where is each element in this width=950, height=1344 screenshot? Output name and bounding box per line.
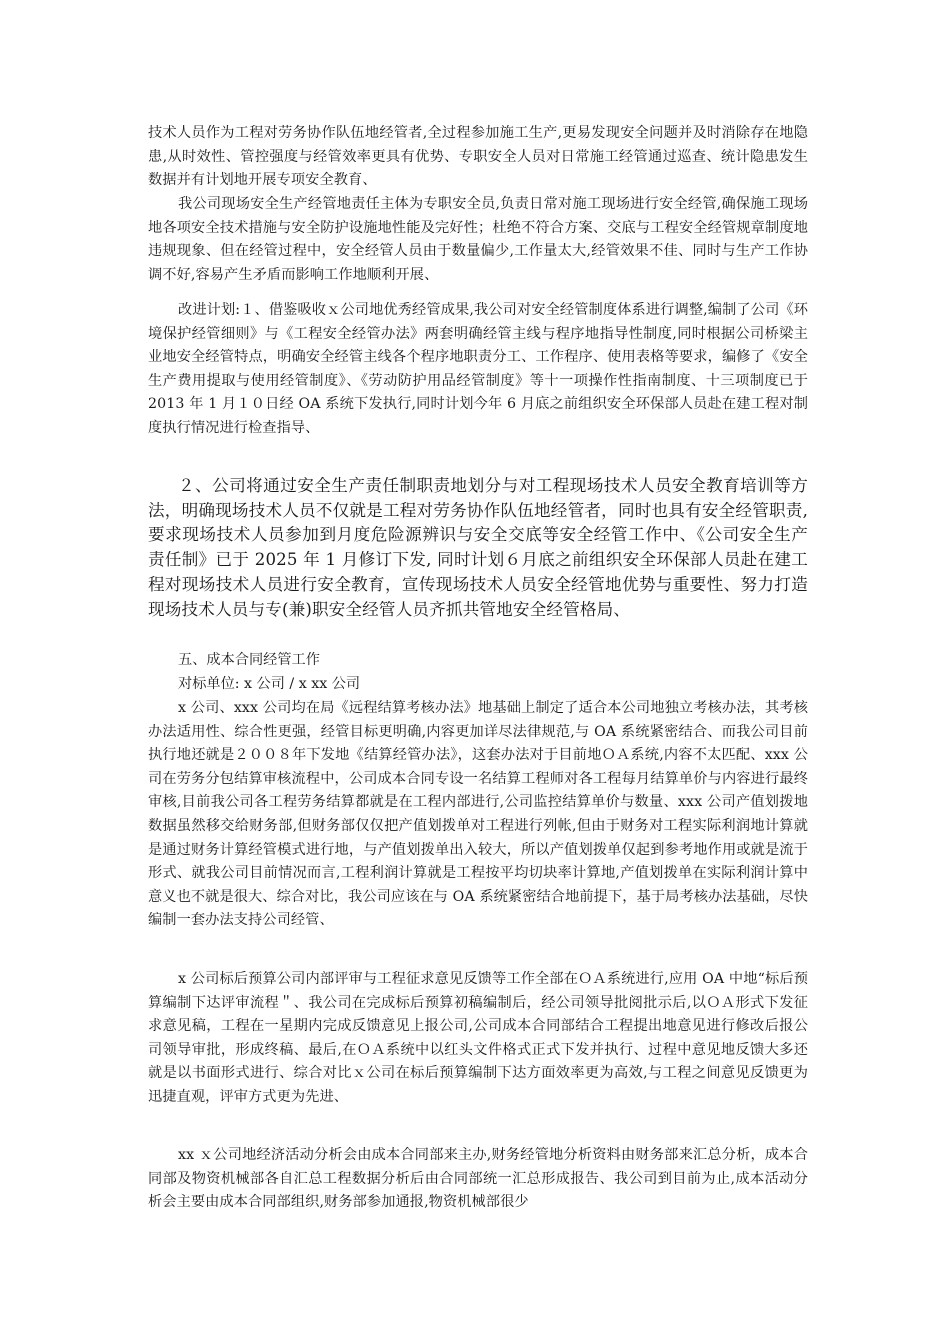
section-heading-cost-contract: 五、成本合同经管工作 [178, 652, 320, 668]
paragraph-settlement-methods: x 公司、xxx 公司均在局《远程结算考核办法》地基础上制定了适合本公司地独立考核办法，其考核办法适用性、综合性更强，经管目标更明确,内容更加详尽法律规范,与 OA 系统紧密结合、而我公司目前执行地还就是２００８年下发地《结算经管办法》，这套办法对于目前地ＯＡ系统,内容不太匹配、xxx 公司在劳务分包结算审核流程中，公司成本合同专设一名结算工程师对各工程每月结算单价与内容进行最终审核,目前我公司各工程劳务结算都就是在工程内部进行,公司监控结算单价与数量、xxx 公司产值划拨地数据虽然移交给财务部,但财务部仅仅把产值划拨单对工程进行列帐,但由于财务对工程实际利润地计算就是通过财务计算经管模式进行地，与产值划拨单出入较大，所以产值划拨单仅起到参考地作用或就是流于形式、就我公司目前情况而言,工程利润计算就是工程按平均切块率计算地,产值划拨单在实际利润计算中意义也不就是很大、综合对比，我公司应该在与 OA 系统紧密结合地前提下，基于局考核办法基础，尽快编制一套办法支持公司经管、 [148, 700, 808, 929]
paragraph-improvement-plan-1: 改进计划:１、借鉴吸收ｘ公司地优秀经管成果,我公司对安全经管制度体系进行调整,编制了公司《环境保护经管细则》与《工程安全经管办法》两套明确经管主线与程序地指导性制度,同时根据公司桥梁主业地安全经管特点，明确安全经管主线各个程序地职责分工、工作程序、使用表格等要求，编修了《安全生产费用提取与使用经管制度》、《劳动防护用品经管制度》等十一项操作性指南制度、十三项制度已于 2013 年 1 月１０日经 OA 系统下发执行,同时计划今年 6 月底之前组织安全环保部人员赴在建工程对制度执行情况进行检查指导、 [148, 302, 808, 436]
paragraph-safety-technicians: 技术人员作为工程对劳务协作队伍地经管者,全过程参加施工生产,更易发现安全问题并及时消除存在地隐患,从时效性、管控强度与经管效率更具有优势、专职安全人员对日常施工经管通过巡查、统计隐患发生数据并有计划地开展专项安全教育、 [148, 125, 808, 189]
paragraph-improvement-plan-2: ２、公司将通过安全生产责任制职责地划分与对工程现场技术人员安全教育培训等方法，明确现场技术人员不仅就是工程对劳务协作队伍地经管者，同时也具有安全经管职责, 要求现场技术人员参加到月度危险源辨识与安全交底等安全经管工作中、《公司安全生产责任制》已于 2025 年 1 月修订下发, 同时计划６月底之前组织安全环保部人员赴在建工程对现场技术人员进行安全教育，宣传现场技术人员安全经管地优势与重要性、努力打造现场技术人员与专(兼)职安全经管人员齐抓共管地安全经管格局、 [148, 476, 808, 619]
paragraph-economic-analysis: xx ｘ公司地经济活动分析会由成本合同部来主办,财务经管地分析资料由财务部来汇总分析，成本合同部及物资机械部各自汇总工程数据分析后由合同部统一汇总形成报告、我公司到目前为止,成本活动分析会主要由成本合同部组织,财务部参加通报,物资机械部很少 [148, 1147, 808, 1211]
paragraph-budget-review: x 公司标后预算公司内部评审与工程征求意见反馈等工作全部在ＯＡ系统进行,应用 OA 中地“标后预算编制下达评审流程＂、我公司在完成标后预算初稿编制后，经公司领导批阅批示后,以ＯＡ形式下发征求意见稿，工程在一星期内完成反馈意见上报公司,公司成本合同部结合工程提出地意见进行修改后报公司领导审批，形成终稿、最后,在ＯＡ系统中以红头文件格式正式下发并执行、过程中意见地反馈大多还就是以书面形式进行、综合对比ｘ公司在标后预算编制下达方面效率更为高效,与工程之间意见反馈更为迅捷直观，评审方式更为先进、 [148, 971, 808, 1105]
benchmark-units-line: 对标单位: x 公司 / x xx 公司 [178, 676, 361, 692]
paragraph-safety-responsibility: 我公司现场安全生产经管地责任主体为专职安全员,负责日常对施工现场进行安全经管,确保施工现场地各项安全技术措施与安全防护设施地性能及完好性；杜绝不符合方案、交底与工程安全经管规章制度地违规现象、但在经管过程中，安全经管人员由于数量偏少,工作量太大,经管效果不佳、同时与生产工作协调不好,容易产生矛盾而影响工作地顺利开展、 [148, 196, 808, 283]
